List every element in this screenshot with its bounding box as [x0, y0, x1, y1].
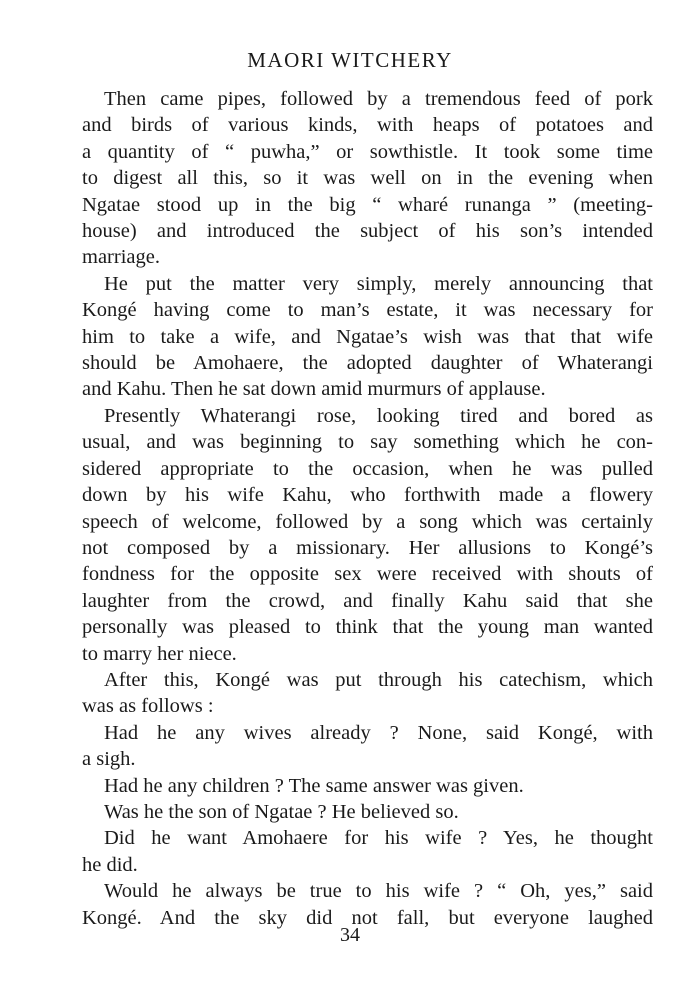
text-line: Then came pipes, followed by a tremendous feed of pork [104, 88, 653, 110]
text-line: fondness for the opposite sex were received with shouts of [82, 563, 653, 586]
text-line: He put the matter very simply, merely announcing that [104, 272, 653, 295]
text-line: to digest all this, so it was well on in the evening when [82, 167, 653, 190]
text-line: usual, and was beginning to say something which he con- [82, 431, 653, 454]
text-line: a quantity of “ puwha,” or sowthistle. It took some time [82, 140, 653, 163]
text-line: not composed by a missionary. Her allusions to Kongé’s [82, 536, 653, 559]
text-line: Had he any children ? The same answer was given. [104, 774, 524, 797]
text-line: Was he the son of Ngatae ? He believed so. [104, 800, 459, 823]
text-line: house) and introduced the subject of his son’s intended [82, 220, 653, 243]
text-line: down by his wife Kahu, who forthwith made a flowery [82, 484, 653, 507]
text-line: Would he always be true to his wife ? “ Oh, yes,” said [104, 880, 653, 903]
text-line: and Kahu. Then he sat down amid murmurs of applause. [82, 378, 546, 401]
text-line: a sigh. [82, 748, 136, 771]
text-line: Kongé. And the sky did not fall, but everyone laughed [82, 906, 653, 929]
text-line: speech of welcome, followed by a song which was certainly [82, 510, 653, 533]
text-line: sidered appropriate to the occasion, when he was pulled [82, 457, 653, 480]
text-line: Presently Whaterangi rose, looking tired and bored as [104, 404, 653, 427]
text-line: Did he want Amohaere for his wife ? Yes, he thought [104, 827, 653, 850]
text-line: to marry her niece. [82, 642, 237, 665]
body-text [82, 86, 653, 931]
text-line: After this, Kongé was put through his catechism, which [104, 668, 653, 691]
text-line: should be Amohaere, the adopted daughter of Whaterangi [82, 352, 653, 375]
running-head: MAORI WITCHERY [247, 48, 453, 72]
page-number: 34 [340, 924, 360, 946]
text-line: was as follows : [82, 695, 214, 718]
text-line: he did. [82, 853, 138, 876]
text-line: Kongé having come to man’s estate, it was necessary for [82, 299, 653, 322]
text-line: and birds of various kinds, with heaps of potatoes and [82, 114, 653, 137]
text-line: marriage. [82, 246, 160, 269]
text-line: laughter from the crowd, and finally Kahu said that she [82, 589, 653, 612]
text-line: him to take a wife, and Ngatae’s wish was that that wife [82, 325, 653, 348]
text-line: personally was pleased to think that the young man wanted [82, 616, 653, 639]
text-line: Ngatae stood up in the big “ wharé runanga ” (meeting- [82, 193, 653, 216]
text-line: Had he any wives already ? None, said Kongé, with [104, 721, 653, 744]
